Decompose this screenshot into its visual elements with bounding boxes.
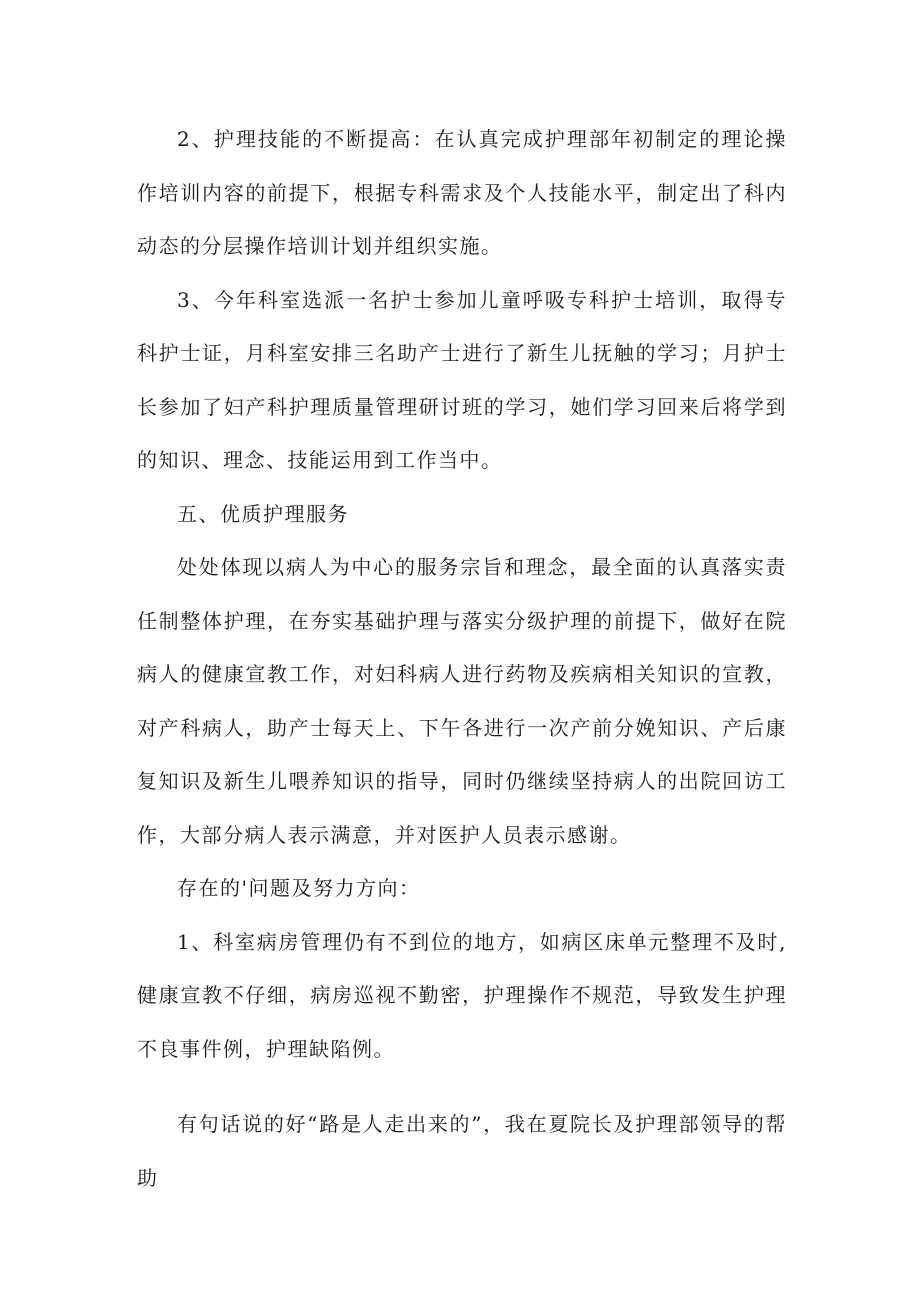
section-heading-quality-nursing: 五、优质护理服务 (177, 501, 349, 526)
paragraph-ward-management: 1、科室病房管理仍有不到位的地方，如病区床单元整理不及时,健康宣教不仔细，病房巡视不勤密，护理操作不规范，导致发生护理不良事件例，护理缺陷例。 (137, 929, 787, 1061)
paragraph-closing: 有句话说的好“路是人走出来的”，我在夏院长及护理部领导的帮助 (137, 1112, 787, 1190)
paragraph-specialist-training: 3、今年科室选派一名护士参加儿童呼吸专科护士培训，取得专科护士证，月科室安排三名助产士进行了新生儿抚触的学习；月护士长参加了妇产科护理质量管理研讨班的学习，她们学习回来后将学到的知识、理念、技能运用到工作当中。 (137, 287, 787, 472)
section-heading-problems: 存在的'问题及努力方向： (177, 876, 421, 900)
document-body (137, 113, 787, 1205)
paragraph-skill-improvement: 2、护理技能的不断提高：在认真完成护理部年初制定的理论操作培训内容的前提下，根据专科需求及个人技能水平，制定出了科内动态的分层操作培训计划并组织实施。 (137, 127, 787, 258)
paragraph-quality-nursing: 处处体现以病人为中心的服务宗旨和理念，最全面的认真落实责任制整体护理，在夯实基础护理与落实分级护理的前提下，做好在院病人的健康宣教工作，对妇科病人进行药物及疾病相关知识的宣教，对产科病人，助产士每天上、下午各进行一次产前分娩知识、产后康复知识及新生儿喂养知识的指导，同时仍继续坚持病人的出院回访工作，大部分病人表示满意，并对医护人员表示感谢。 (137, 555, 787, 847)
